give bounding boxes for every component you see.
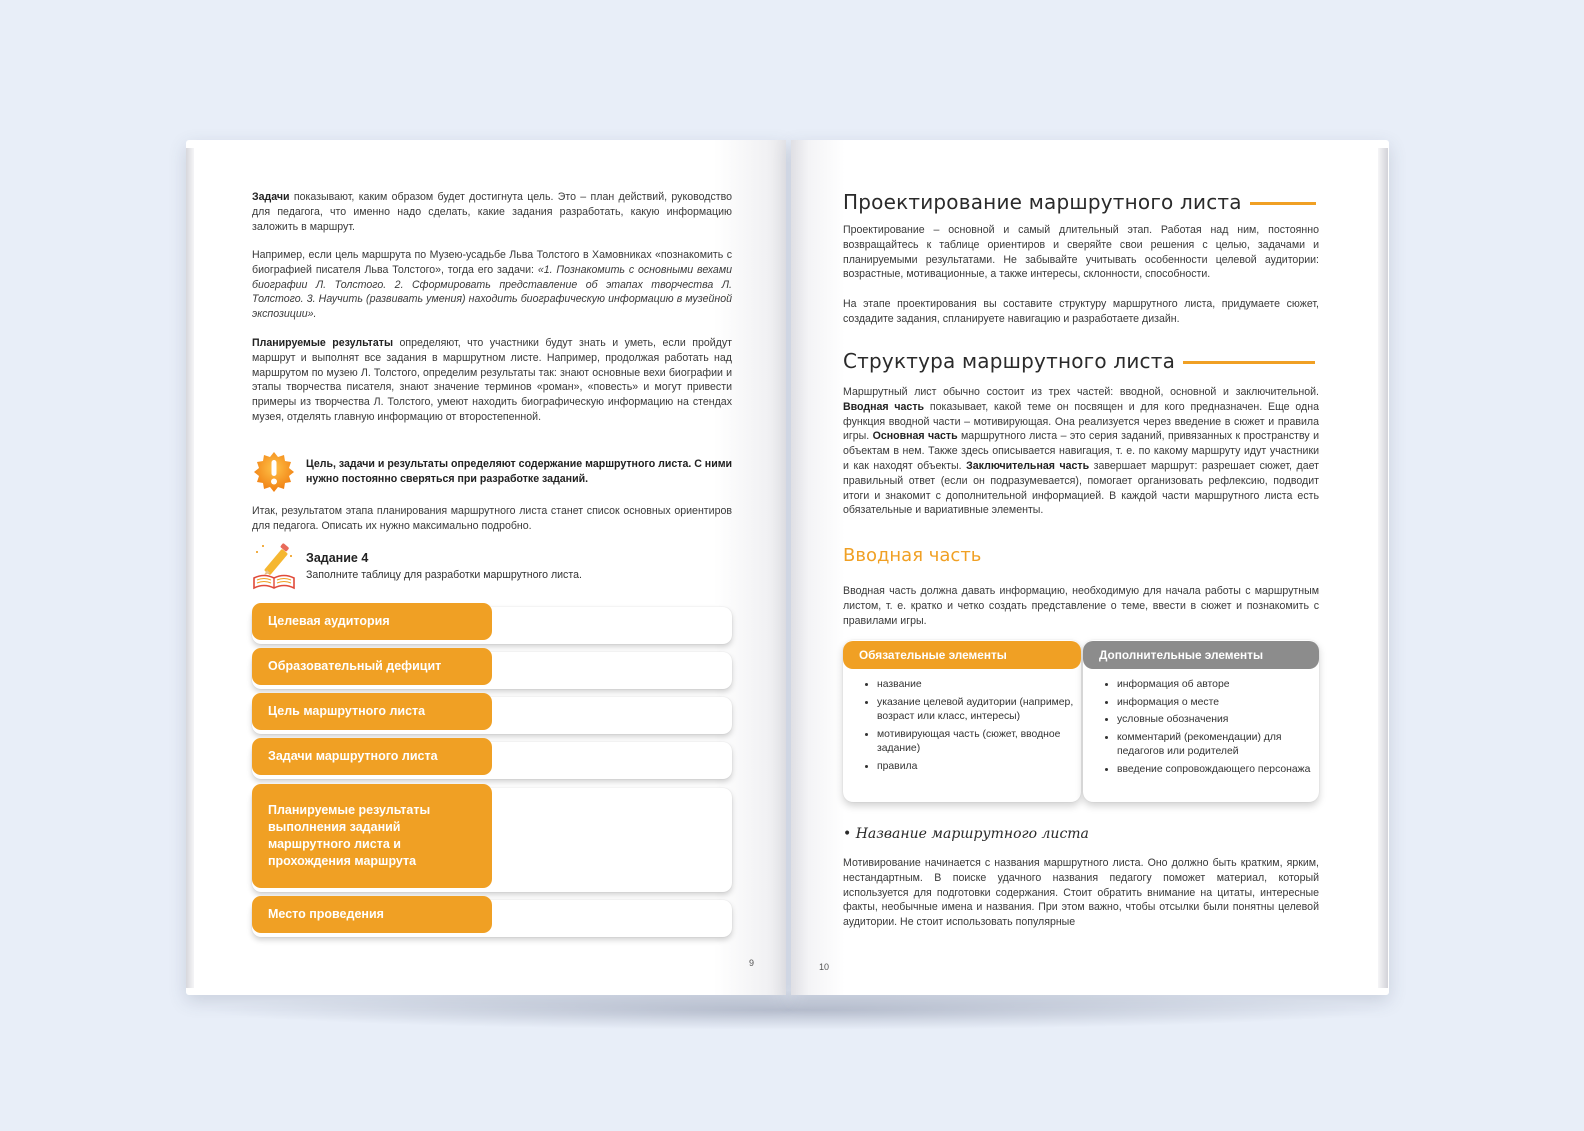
row-label: Место проведения — [252, 896, 492, 933]
list-item: • указание целевой аудитории (например, возраст или класс, интересы) — [877, 696, 1082, 725]
summary-paragraph: Итак, результатом этапа планирования маршрутного листа станет список основных ориентиров для педагога. Описать их нужно максимально подробно. — [252, 505, 732, 532]
design-stages-paragraph: На этапе проектирования вы составите структуру маршрутного листа, придумаете сюжет, создадите задания, спланируете навигацию и разработаете дизайн. — [843, 298, 1319, 325]
subheading-title: • Название маршрутного листа — [843, 826, 1089, 842]
row-label: Образовательный дефицит — [252, 648, 492, 685]
page-number: 10 — [819, 962, 830, 972]
table-row — [252, 603, 732, 640]
optional-elements-header: Дополнительные элементы — [1083, 641, 1319, 669]
heading-structure: Структура маршрутного листа — [843, 349, 1315, 373]
page-number: 9 — [749, 958, 755, 968]
page-edge — [1378, 148, 1388, 988]
list-item: • название — [877, 678, 1082, 693]
row-label: Целевая аудитория — [252, 603, 492, 640]
list-item: • условные обозначения — [1117, 713, 1322, 728]
task-title: Задание 4 — [306, 551, 369, 565]
naming-paragraph: Мотивирование начинается с названия маршрутного листа. Оно должно быть кратким, ярким, нестандартным. В поиске удачного названия педагогу поможет материал, который используется для подготовки содержания. Стоит обратить внимание на цитаты, интересные факты, необычные имена и названия. При этом важно, чтобы отсылки были понятны целевой аудитории. Не стоит использовать популярные — [843, 857, 1319, 929]
list-item: • введение сопровождающего персонажа — [1117, 763, 1322, 778]
row-label: Задачи маршрутного листа — [252, 738, 492, 775]
table-row — [252, 648, 732, 685]
list-item: • информация об авторе — [1117, 678, 1322, 693]
list-item: • информация о месте — [1117, 696, 1322, 711]
list-item: • правила — [877, 760, 1082, 775]
pencil-book-icon — [250, 542, 298, 590]
table-row — [252, 784, 732, 888]
task-subtitle: Заполните таблицу для разработки маршрутного листа. — [306, 569, 582, 581]
structure-paragraph: Маршрутный лист обычно состоит из трех частей: вводной, основной и заключительной. Вводная часть показывает, какой теме он посвящен и для кого предназначен. Еще одна функция вводной части – мотивирующая. Она реализуется через введение в сюжет и правила игры. Основная часть маршрутного листа – это серия заданий, привязанных к пространству и объектам в нем. Также здесь описывается навигация, т. е. по какому маршруту идут участники и как находят объекты. Заключительная часть завершает маршрут: разрешает сюжет, дает правильный ответ (если он подразумевается), помогает организовать рефлексию, подводит итоги и знакомит с дополнительной информацией. В каждой части маршрутного листа есть обязательные и вариативные элементы. — [843, 386, 1319, 517]
required-elements-list — [863, 678, 1082, 778]
heading-rule — [1183, 361, 1315, 364]
row-label: Цель маршрутного листа — [252, 693, 492, 730]
intro-paragraph: Вводная часть должна давать информацию, необходимую для начала работы с маршрутным листом, т. е. кратко и четко создать представление о теме, ввести в сюжет и познакомить с правилами игры. — [843, 585, 1319, 627]
table-row — [252, 896, 732, 933]
book-shadow — [200, 990, 1390, 1030]
callout-text: Цель, задачи и результаты определяют содержание маршрутного листа. С ними нужно постоянно сверяться при разработке заданий. — [306, 458, 733, 485]
page-edge — [186, 148, 194, 988]
tasks-paragraph: Задачи показывают, каким образом будет достигнута цель. Это – план действий, руководство для педагога, что именно надо сделать, какие задания разработать, какую информацию заложить в маршрут. — [252, 191, 733, 233]
optional-elements-list — [1103, 678, 1322, 781]
design-paragraph: Проектирование – основной и самый длительный этап. Работая над ним, постоянно возвращайтесь к таблице ориентиров и сверяйте свои решения с целью, задачами и планируемыми результатами. Не забывайте учитывать особенности целевой аудитории: возрастные, мотивационные, а также интересы, склонности, способности. — [843, 224, 1319, 281]
required-elements-header: Обязательные элементы — [843, 641, 1081, 669]
example-paragraph: Например, если цель маршрута по Музею-усадьбе Льва Толстого в Хамовниках «познакомить с биографией писателя Льва Толстого», тогда его задачи: «1. Познакомить с основными вехами биографии Л. Толстого. 2. Сформировать представление об этапах творчества Л. Толстого. 3. Научить (развивать умения) находить биографическую информацию в музейной экспозиции». — [252, 249, 732, 321]
heading-design: Проектирование маршрутного листа — [843, 190, 1316, 214]
table-row — [252, 738, 732, 775]
table-row — [252, 693, 732, 730]
list-item: • комментарий (рекомендации) для педагогов или родителей — [1117, 731, 1322, 760]
heading-rule — [1250, 202, 1316, 205]
right-page — [791, 140, 1389, 995]
heading-intro: Вводная часть — [843, 545, 982, 566]
left-page — [186, 140, 786, 995]
results-paragraph: Планируемые результаты определяют, что участники будут знать и уметь, если пройдут маршрут и выполнят все задания в маршрутном листе. Например, продолжая работать над маршрутом по музею Л. Толстого, определим результаты так: знают основные вехи биографии и этапы творчества писателя, знают значение терминов «роман», «повесть» и могут привести примеры из творчества Л. Толстого, умеют находить биографическую информацию на стендах музея, отделять главную информацию от второстепенной. — [252, 337, 732, 423]
list-item: • мотивирующая часть (сюжет, вводное задание) — [877, 728, 1082, 757]
row-label: Планируемые результаты выполнения заданий маршрутного листа и прохождения маршрута — [252, 784, 492, 888]
warning-badge-icon — [252, 450, 296, 494]
